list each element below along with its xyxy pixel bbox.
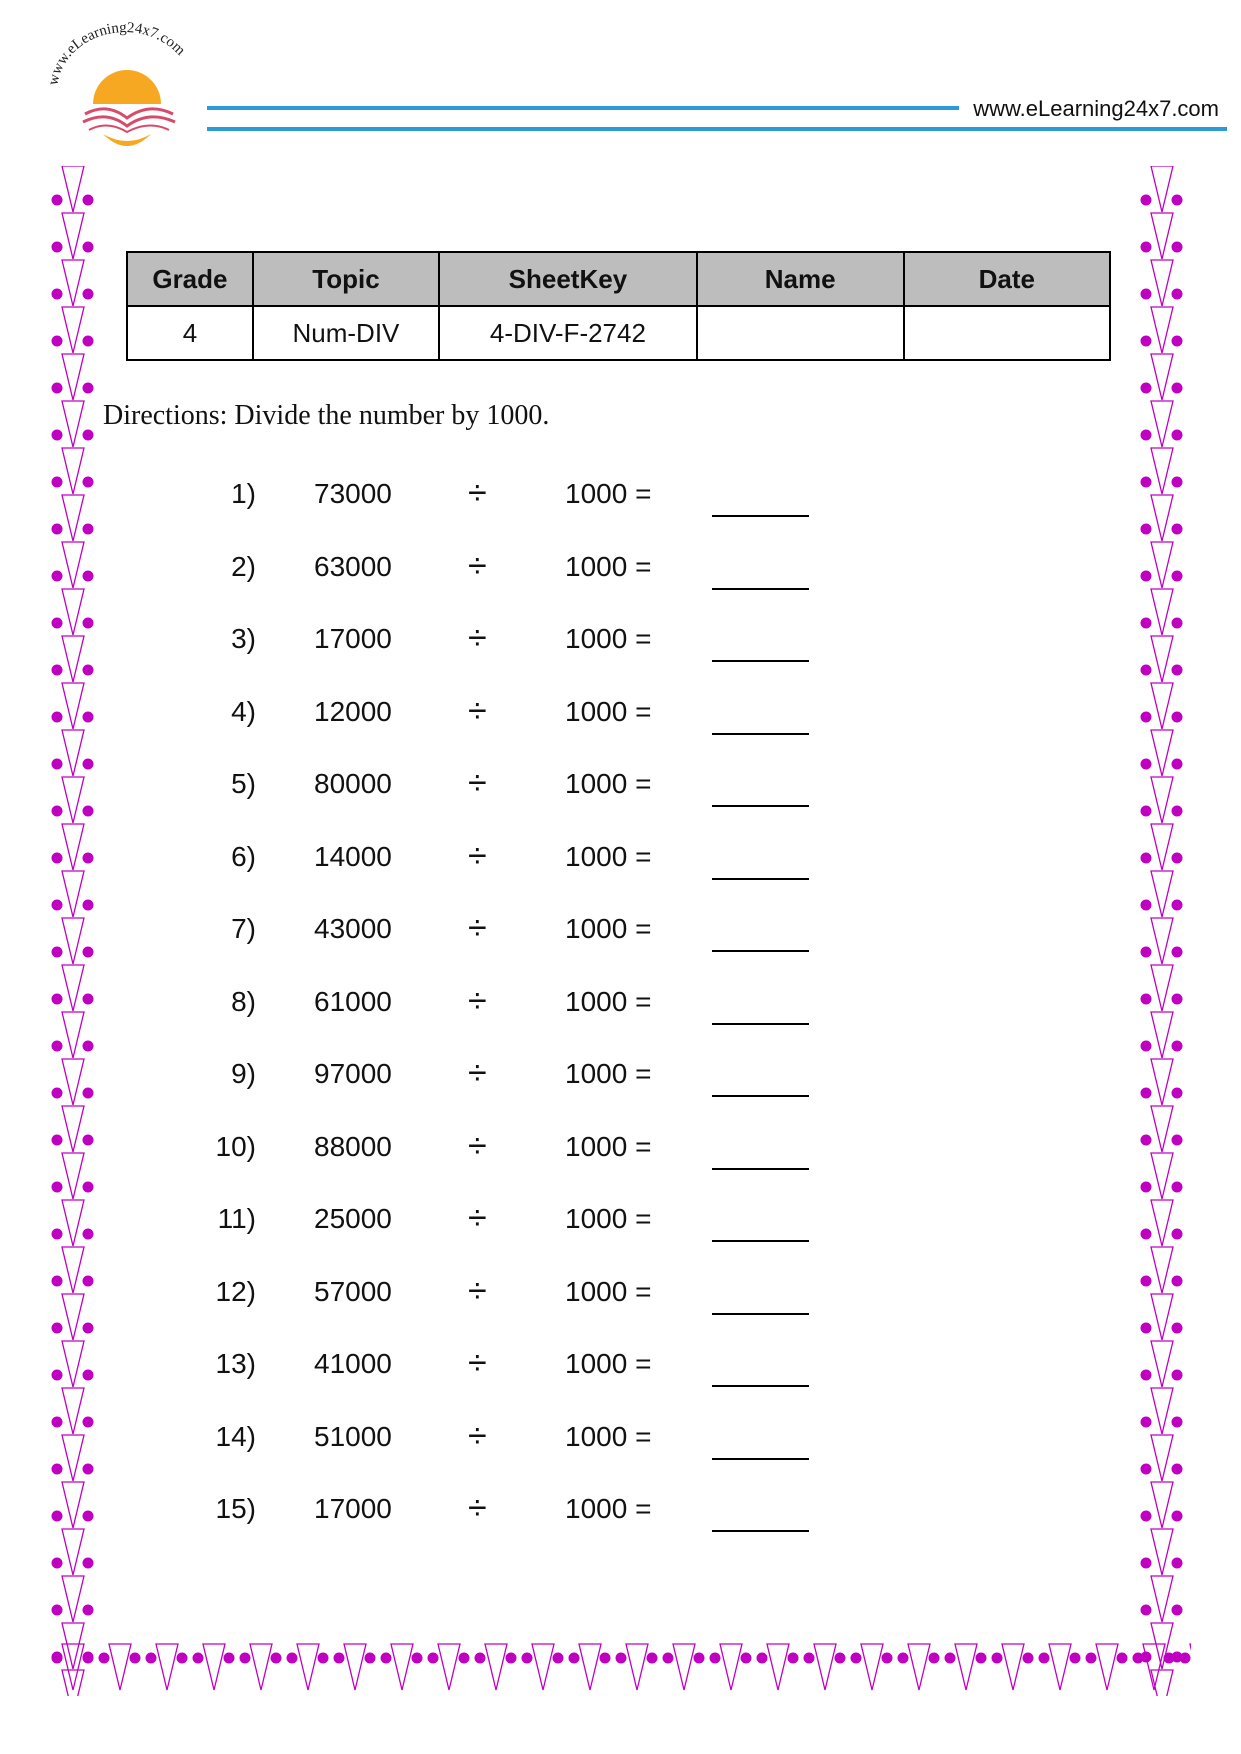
divide-sign: ÷ <box>468 981 487 1020</box>
header-rule-top <box>207 106 959 110</box>
problem-row <box>0 546 1241 595</box>
problem-row <box>0 619 1241 667</box>
sheetkey-header: SheetKey <box>439 252 697 306</box>
answer-blank[interactable] <box>712 913 809 952</box>
dividend: 14000 <box>314 840 392 872</box>
problem-row <box>0 1126 1241 1175</box>
dividend: 73000 <box>314 478 392 509</box>
problem-row <box>0 1271 1241 1320</box>
dividend: 51000 <box>314 1420 392 1452</box>
dividend: 17000 <box>314 623 392 654</box>
dividend: 57000 <box>314 1275 392 1307</box>
answer-blank[interactable] <box>712 478 809 517</box>
name-header: Name <box>697 252 904 306</box>
problem-row <box>0 1344 1241 1392</box>
problem-row <box>0 836 1241 885</box>
answer-blank[interactable] <box>712 1058 809 1097</box>
problem-row <box>0 981 1241 1030</box>
divide-sign: ÷ <box>468 1416 487 1455</box>
divide-sign: ÷ <box>468 546 487 585</box>
divide-sign: ÷ <box>468 619 487 657</box>
info-value-row <box>127 306 1110 360</box>
problem-number: 3) <box>231 623 256 654</box>
problem-number: 13) <box>215 1348 256 1379</box>
problem-row <box>0 909 1241 957</box>
problem-row <box>0 1054 1241 1102</box>
divisor: 1000 = <box>565 1203 652 1234</box>
answer-blank[interactable] <box>712 1421 809 1460</box>
open-book-sun-logo-icon <box>45 22 210 147</box>
answer-blank[interactable] <box>712 623 809 662</box>
divide-sign: ÷ <box>468 836 487 875</box>
worksheet-info-table <box>126 251 1111 361</box>
problem-number: 4) <box>231 695 256 727</box>
dividend: 43000 <box>314 913 392 944</box>
problem-number: 2) <box>231 550 256 582</box>
dividend: 41000 <box>314 1348 392 1379</box>
problem-row <box>0 474 1241 522</box>
divisor: 1000 = <box>565 1058 652 1089</box>
divisor: 1000 = <box>565 840 652 872</box>
answer-blank[interactable] <box>712 841 809 880</box>
answer-blank[interactable] <box>712 1276 809 1315</box>
answer-blank[interactable] <box>712 1493 809 1532</box>
divisor: 1000 = <box>565 913 652 944</box>
date-field[interactable] <box>904 306 1110 360</box>
dividend: 17000 <box>314 1493 392 1524</box>
problem-number: 14) <box>215 1420 256 1452</box>
problem-number: 1) <box>231 478 256 509</box>
divisor: 1000 = <box>565 985 652 1017</box>
divisor: 1000 = <box>565 1130 652 1162</box>
dividend: 88000 <box>314 1130 392 1162</box>
problem-row <box>0 1489 1241 1537</box>
dividend: 25000 <box>314 1203 392 1234</box>
date-header: Date <box>904 252 1110 306</box>
answer-blank[interactable] <box>712 696 809 735</box>
divide-sign: ÷ <box>468 474 487 512</box>
dividend: 97000 <box>314 1058 392 1089</box>
problem-row <box>0 1199 1241 1247</box>
problem-number: 5) <box>231 768 256 799</box>
problem-row <box>0 691 1241 740</box>
site-logo <box>45 22 210 147</box>
answer-blank[interactable] <box>712 1131 809 1170</box>
divide-sign: ÷ <box>468 1054 487 1092</box>
problem-row <box>0 1416 1241 1465</box>
bottom-border-pattern <box>48 1640 1191 1696</box>
problem-number: 6) <box>231 840 256 872</box>
dividend: 63000 <box>314 550 392 582</box>
name-field[interactable] <box>697 306 904 360</box>
problem-number: 10) <box>215 1130 256 1162</box>
divisor: 1000 = <box>565 478 652 509</box>
divisor: 1000 = <box>565 1275 652 1307</box>
grade-value: 4 <box>127 306 253 360</box>
divisor: 1000 = <box>565 695 652 727</box>
answer-blank[interactable] <box>712 768 809 807</box>
sheetkey-value: 4-DIV-F-2742 <box>439 306 697 360</box>
divisor: 1000 = <box>565 623 652 654</box>
answer-blank[interactable] <box>712 986 809 1025</box>
divide-sign: ÷ <box>468 1344 487 1382</box>
divisor: 1000 = <box>565 1348 652 1379</box>
problem-number: 9) <box>231 1058 256 1089</box>
divisor: 1000 = <box>565 550 652 582</box>
grade-header: Grade <box>127 252 253 306</box>
header-site-url[interactable]: www.eLearning24x7.com <box>973 96 1219 121</box>
problem-row <box>0 764 1241 812</box>
divide-sign: ÷ <box>468 764 487 802</box>
divisor: 1000 = <box>565 1493 652 1524</box>
answer-blank[interactable] <box>712 1203 809 1242</box>
problem-number: 7) <box>231 913 256 944</box>
divide-sign: ÷ <box>468 1199 487 1237</box>
problem-number: 8) <box>231 985 256 1017</box>
answer-blank[interactable] <box>712 1348 809 1387</box>
problem-number: 11) <box>217 1203 256 1234</box>
divisor: 1000 = <box>565 768 652 799</box>
divide-sign: ÷ <box>468 1271 487 1310</box>
divide-sign: ÷ <box>468 1489 487 1527</box>
dividend: 61000 <box>314 985 392 1017</box>
problem-number: 15) <box>215 1493 256 1524</box>
info-header-row <box>127 252 1110 306</box>
problem-number: 12) <box>215 1275 256 1307</box>
divisor: 1000 = <box>565 1420 652 1452</box>
topic-header: Topic <box>253 252 439 306</box>
logo-arc-text: www.eLearning24x7.com <box>45 22 189 87</box>
divide-sign: ÷ <box>468 909 487 947</box>
topic-value: Num-DIV <box>253 306 439 360</box>
header-rule-bottom <box>207 127 1227 131</box>
directions-text: Directions: Divide the number by 1000. <box>103 400 550 431</box>
divide-sign: ÷ <box>468 691 487 730</box>
dividend: 80000 <box>314 768 392 799</box>
divide-sign: ÷ <box>468 1126 487 1165</box>
answer-blank[interactable] <box>712 551 809 590</box>
dividend: 12000 <box>314 695 392 727</box>
